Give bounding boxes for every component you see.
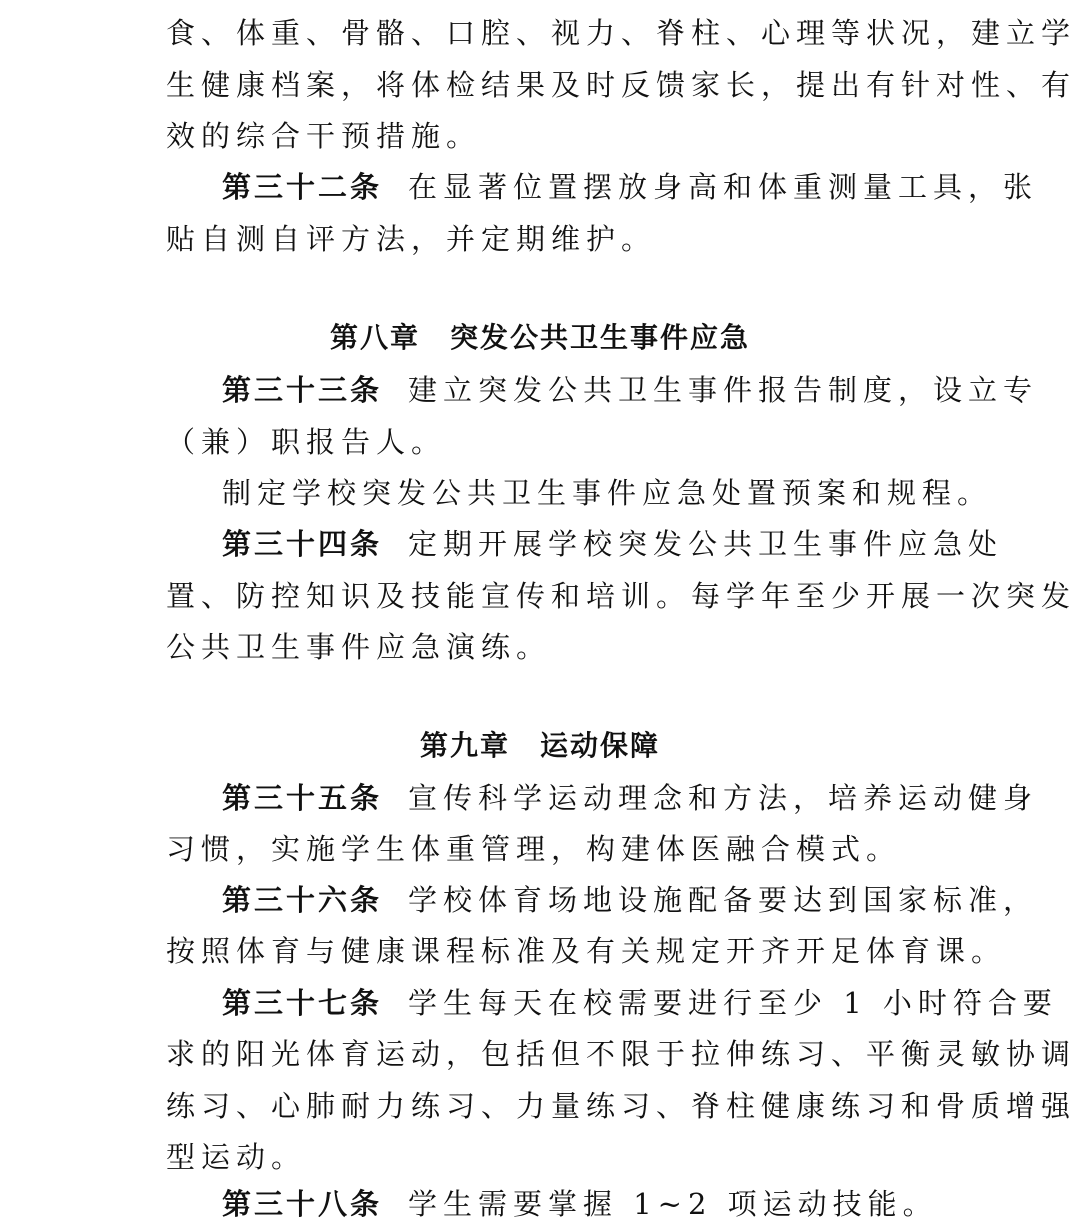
text-line: 公共卫生事件应急演练。 [166,630,552,664]
article-text: 宣传科学运动理念和方法，培养运动健身 [408,781,1039,815]
article-label: 第三十三条 [222,373,383,407]
article-text: 建立突发公共卫生事件报告制度，设立专 [408,373,1039,407]
chapter-8-heading [0,318,1080,358]
text-line: 生健康档案，将体检结果及时反馈家长，提出有针对性、有 [166,68,1077,102]
chapter-number: 第九章 [419,729,510,762]
article-text: 学生需要掌握 1~2 项运动技能。 [408,1187,938,1221]
article-32-line [222,167,1039,207]
text-line: 效的综合干预措施。 [166,119,482,153]
article-label: 第三十六条 [222,883,383,917]
article-label: 第三十二条 [222,170,383,204]
article-33-line [222,370,1039,410]
text-line: 求的阳光体育运动，包括但不限于拉伸练习、平衡灵敏协调 [166,1037,1077,1071]
article-text: 学校体育场地设施配备要达到国家标准， [408,883,1039,917]
text-line: 制定学校突发公共卫生事件应急处置预案和规程。 [222,476,993,510]
chapter-number: 第八章 [329,321,420,354]
article-text: 在显著位置摆放身高和体重测量工具，张 [408,170,1039,204]
article-34-line [222,524,1004,564]
text-line: 食、体重、骨骼、口腔、视力、脊柱、心理等状况，建立学 [166,16,1077,50]
text-line: 置、防控知识及技能宣传和培训。每学年至少开展一次突发 [166,579,1077,613]
text-line: 按照体育与健康课程标准及有关规定开齐开足体育课。 [166,934,1007,968]
text-line: 练习、心肺耐力练习、力量练习、脊柱健康练习和骨质增强 [166,1089,1077,1123]
article-text: 定期开展学校突发公共卫生事件应急处 [408,527,1004,561]
article-label: 第三十七条 [222,986,383,1020]
article-36-line [222,880,1039,920]
text-line: 习惯，实施学生体重管理，构建体医融合模式。 [166,832,902,866]
chapter-title: 运动保障 [540,729,661,762]
article-38-line [222,1184,938,1224]
article-label: 第三十四条 [222,527,383,561]
text-line: 型运动。 [166,1140,307,1174]
article-35-line [222,778,1039,818]
text-line: 贴自测自评方法，并定期维护。 [166,222,657,256]
article-text: 学生每天在校需要进行至少 1 小时符合要 [408,986,1058,1020]
article-label: 第三十五条 [222,781,383,815]
article-label: 第三十八条 [222,1187,383,1221]
chapter-9-heading [0,726,1080,766]
chapter-title: 突发公共卫生事件应急 [450,321,751,354]
text-line: （兼）职报告人。 [166,425,447,459]
article-37-line [222,983,1058,1023]
